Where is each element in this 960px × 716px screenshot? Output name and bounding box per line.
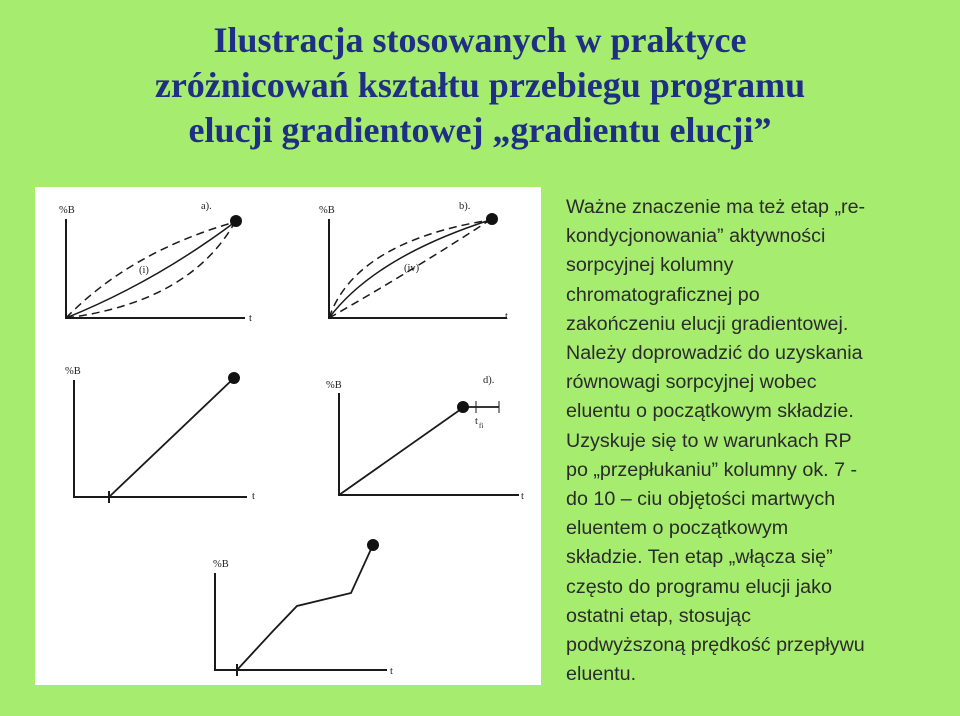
panel-e <box>213 539 393 677</box>
body-line-15: ostatni etap, stosując <box>566 604 751 627</box>
panel-a-tag: a). <box>201 201 212 212</box>
body-line-6: Należy doprowadzić do uzyskania <box>566 342 863 365</box>
panel-a-end-marker <box>230 215 242 227</box>
panel-d-tag: d). <box>483 375 495 386</box>
panel-b-y-label: %B <box>319 205 335 216</box>
panel-c-axes <box>74 380 247 497</box>
panel-a <box>59 201 252 324</box>
panel-a-y-label: %B <box>59 205 75 216</box>
body-line-5: zakończeniu elucji gradientowej. <box>566 312 849 335</box>
panel-e-end-marker <box>367 539 379 551</box>
panel-a-curve-3 <box>66 222 235 318</box>
body-line-17: eluentu. <box>566 663 637 686</box>
panel-d-y-label: %B <box>326 380 342 391</box>
panel-e-x-label: t <box>390 666 393 677</box>
body-line-8: eluentu o początkowym składzie. <box>566 400 854 423</box>
panel-d-axes <box>339 393 519 495</box>
panel-b-curve-label: (iv) <box>404 263 420 274</box>
panel-d-interval-marks <box>476 401 499 413</box>
body-line-12: eluentem o początkowym <box>566 517 789 540</box>
title-line-1: Ilustracja stosowanych w praktyce <box>213 20 747 60</box>
body-line-7: równowagi sorpcyjnej wobec <box>566 371 817 394</box>
panel-b-x-label: t <box>505 311 508 322</box>
panel-d-x-label: t <box>521 491 524 502</box>
panel-b-tag: b). <box>459 201 471 212</box>
panel-c-y-label: %B <box>65 366 81 377</box>
panel-a-curve-1 <box>66 222 235 318</box>
panel-b-end-marker <box>486 213 498 225</box>
panel-d-end-marker <box>457 401 469 413</box>
slide-title <box>0 18 960 153</box>
body-text <box>566 193 952 689</box>
panel-e-y-label: %B <box>213 559 229 570</box>
body-line-4: chromatograficznej po <box>566 283 760 306</box>
title-line-2: zróżnicowań kształtu przebiegu programu <box>154 65 806 105</box>
panel-e-profile <box>215 547 372 670</box>
panel-a-curve-2 <box>66 222 235 318</box>
body-line-2: kondycjonowania” aktywności <box>566 225 826 248</box>
panel-c-x-label: t <box>252 491 255 502</box>
gradient-profiles-svg <box>35 187 541 685</box>
body-line-1: Ważne znaczenie ma też etap „re- <box>566 196 866 218</box>
panel-b <box>319 201 508 322</box>
panel-a-x-label: t <box>249 313 252 324</box>
body-line-9: Uzyskuje się to w warunkach RP <box>566 429 852 452</box>
body-line-10: po „przepłukaniu” kolumny ok. 7 - <box>566 458 858 481</box>
body-line-16: podwyższoną prędkość przepływu <box>566 634 865 657</box>
panel-d <box>326 375 524 502</box>
panel-a-curve-label: (i) <box>139 265 149 276</box>
body-line-11: do 10 – ciu objętości martwych <box>566 488 836 511</box>
panel-e-axes <box>215 573 387 670</box>
body-line-13: składzie. Ten etap „włącza się” <box>566 546 833 569</box>
title-line-3: elucji gradientowej „gradientu elucji” <box>188 110 772 150</box>
body-line-14: często do programu elucji jako <box>566 575 832 598</box>
gradient-profiles-figure <box>35 187 541 685</box>
body-line-3: sorpcyjnej kolumny <box>566 254 734 277</box>
panel-c-profile <box>74 379 233 497</box>
panel-c <box>65 366 255 503</box>
panel-c-end-marker <box>228 372 240 384</box>
panel-d-interval-label: $t_{fi}$ <box>475 416 484 430</box>
